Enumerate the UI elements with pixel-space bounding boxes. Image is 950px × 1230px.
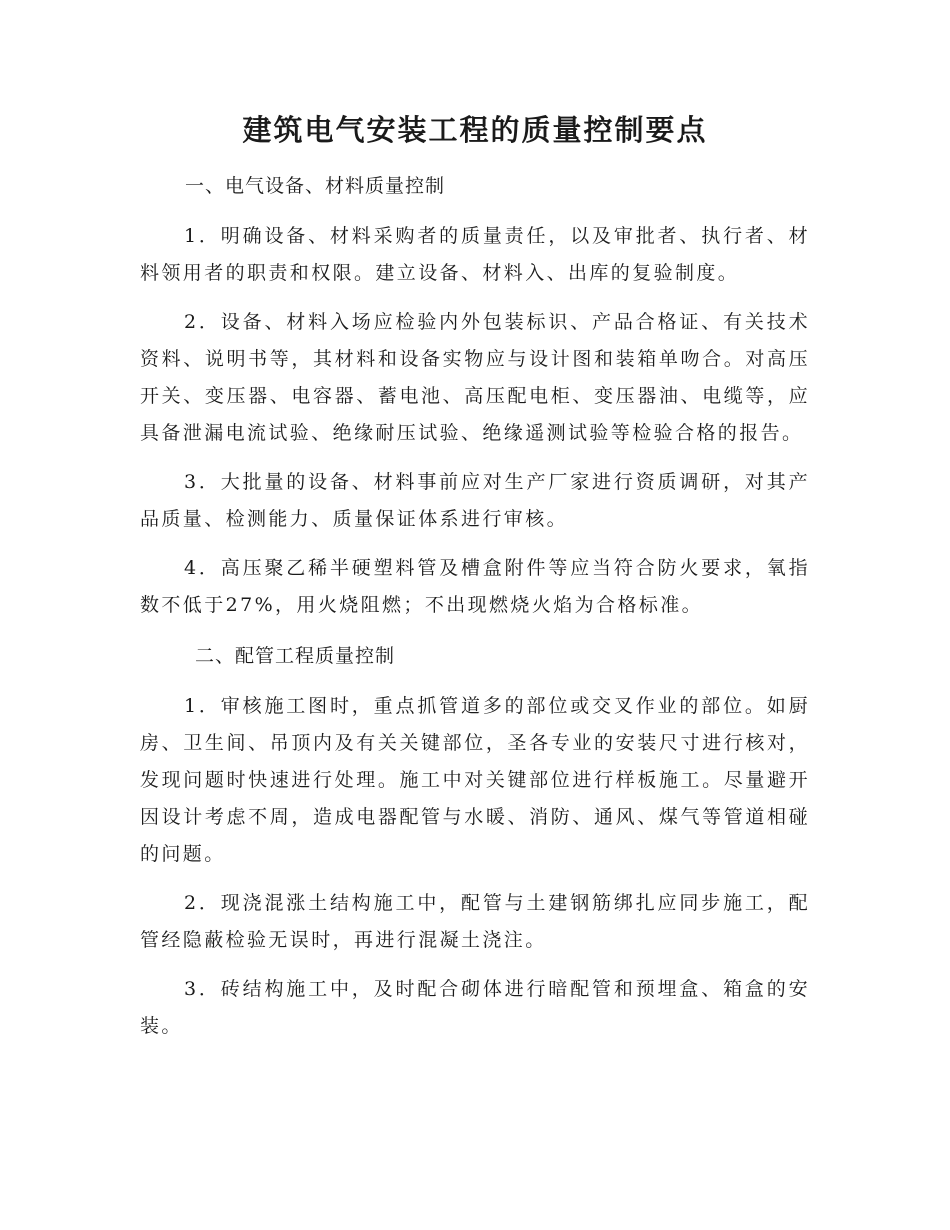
- paragraph: 1．明确设备、材料采购者的质量责任，以及审批者、执行者、材料领用者的职责和权限。建立设备、材料入、出库的复验制度。: [140, 225, 810, 284]
- section-piping: [140, 636, 810, 1045]
- paragraph: 2．现浇混涨土结构施工中，配管与土建钢筋绑扎应同步施工，配管经隐蔽检验无误时，再进行混凝土浇注。: [140, 892, 810, 951]
- paragraph: 3．砖结构施工中，及时配合砌体进行暗配管和预埋盒、箱盒的安装。: [140, 978, 810, 1037]
- paragraph: 1．审核施工图时，重点抓管道多的部位或交叉作业的部位。如厨房、卫生间、吊顶内及有关关键部位，圣各专业的安装尺寸进行核对，发现问题时快速进行处理。施工中对关键部位进行样板施工。尽量避开因设计考虑不周，造成电器配管与水暖、消防、通风、煤气等管道相碰的问题。: [140, 695, 810, 865]
- paragraph: 3．大批量的设备、材料事前应对生产厂家进行资质调研，对其产品质量、检测能力、质量保证体系进行审核。: [140, 471, 810, 530]
- section-heading: 二、配管工程质量控制: [195, 645, 396, 667]
- section-heading: 一、电气设备、材料质量控制: [185, 175, 446, 197]
- paragraph: 4．高压聚乙稀半硬塑料管及槽盒附件等应当符合防火要求，氧指数不低于27%，用火烧阻燃；不出现燃烧火焰为合格标准。: [140, 557, 810, 616]
- paragraph: 2．设备、材料入场应检验内外包装标识、产品合格证、有关技术资料、说明书等，其材料和设备实物应与设计图和装箱单吻合。对高压开关、变压器、电容器、蓄电池、高压配电柜、变压器油、电缆等，应具备泄漏电流试验、绝缘耐压试验、绝缘遥测试验等检验合格的报告。: [140, 311, 810, 444]
- section-equipment-materials: [140, 166, 810, 624]
- document-title: 建筑电气安装工程的质量控制要点: [242, 113, 708, 147]
